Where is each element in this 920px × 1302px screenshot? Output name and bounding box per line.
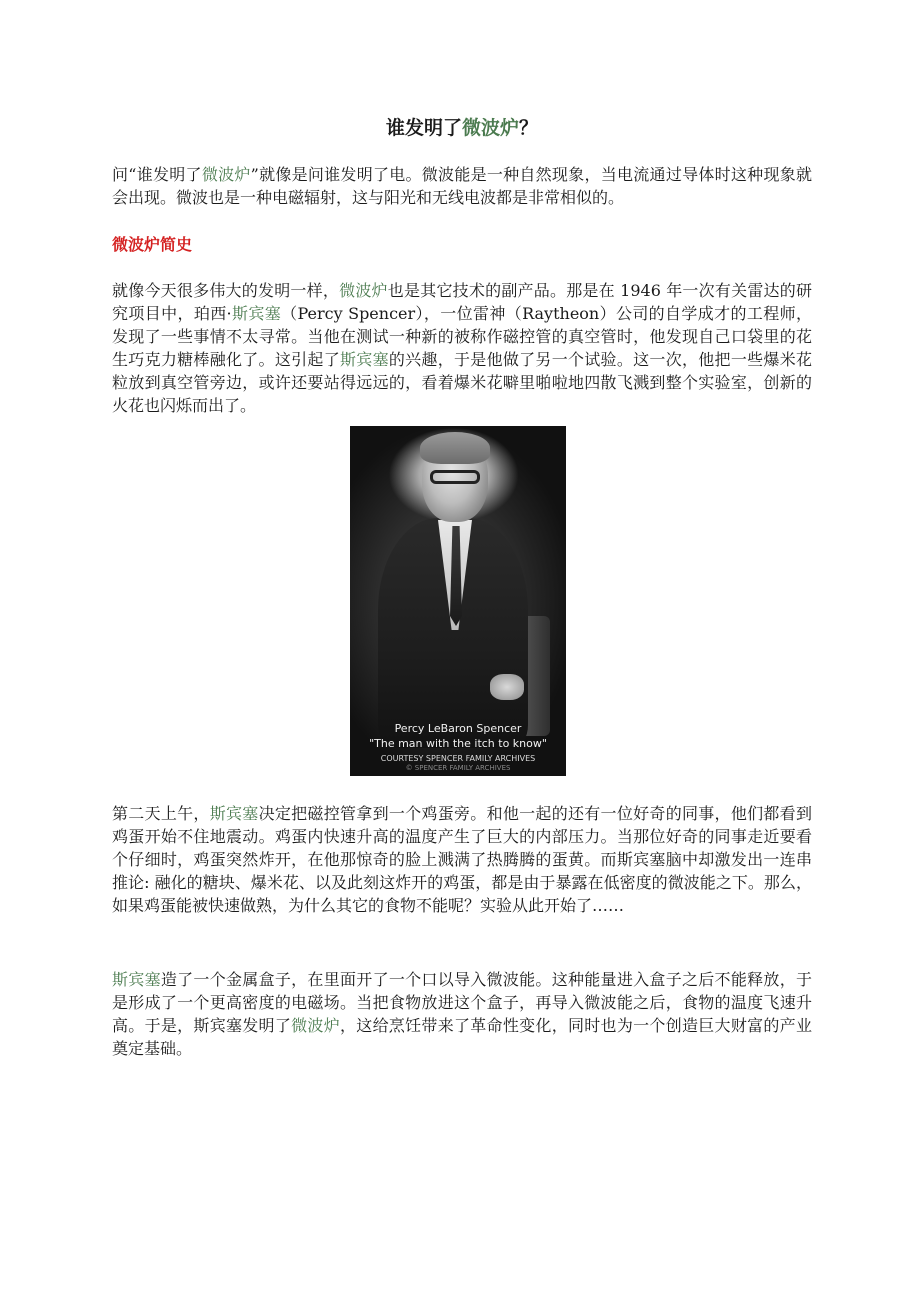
box-paragraph [112, 968, 812, 1060]
history-link-spencer-1[interactable]: 斯宾塞 [231, 304, 282, 323]
intro-text-2: ”就像是问谁发明了电。微波能是一种自然现象，当电流通过导体时这种现象就会出现。微波也是一种电磁辐射，这与阳光和无线电波都是非常相似的。 [112, 165, 812, 207]
photo-caption-name: Percy LeBaron Spencer [394, 722, 522, 735]
history-paragraph [112, 279, 812, 417]
egg-paragraph [112, 802, 812, 917]
photo-figure-hand [490, 674, 524, 700]
box-link-microwave[interactable]: 微波炉 [291, 1016, 340, 1035]
box-text-2: ，这给烹饪带来了革命性变化，同时也为一个创造巨大财富的产业奠定基础。 [112, 1016, 812, 1058]
photo-watermark: © SPENCER FAMILY ARCHIVES [405, 764, 511, 772]
intro-text-1: 问“谁发明了 [112, 165, 202, 184]
section-heading: 微波炉简史 [112, 235, 193, 254]
photo-caption-credit: COURTESY SPENCER FAMILY ARCHIVES [380, 754, 536, 763]
photo-caption-quote: "The man with the itch to know" [369, 737, 547, 750]
egg-text-1: 第二天上午， [112, 804, 210, 823]
spencer-portrait-photo [350, 426, 566, 776]
intro-paragraph [112, 163, 812, 209]
egg-text-2: 决定把磁控管拿到一个鸡蛋旁。和他一起的还有一位好奇的同事，他们都看到鸡蛋开始不住地震动。鸡蛋内快速升高的温度产生了巨大的内部压力。当那位好奇的同事走近要看个仔细时，鸡蛋突然炸开，在他那惊奇的脸上溅满了热腾腾的蛋黄。而斯宾塞脑中却激发出一连串推论: 融化的糖块、爆米花、以及此刻这炸开的鸡蛋，都是由于暴露在低密度的微波能之下。那么，如果鸡蛋能被快速做熟，为什么其它的食物不能呢？实验从此开始了…… [112, 804, 812, 915]
title-link-microwave[interactable]: 微波炉 [461, 117, 519, 139]
title-prefix: 谁发明了 [385, 117, 462, 139]
page-title [112, 114, 812, 142]
history-link-spencer-2[interactable]: 斯宾塞 [340, 350, 389, 369]
box-link-spencer[interactable]: 斯宾塞 [112, 970, 161, 989]
box-text-1: 造了一个金属盒子，在里面开了一个口以导入微波能。这种能量进入盒子之后不能释放，于是形成了一个更高密度的电磁场。当把食物放进这个盒子，再导入微波能之后，食物的温度飞速升高。于是，斯宾塞发明了 [112, 970, 812, 1035]
photo-figure-glasses [430, 470, 480, 484]
history-text-2: 也是其它技术的副产品。那是在 1946 年一次有关雷达的研究项目中，珀西· [112, 281, 812, 323]
egg-link-spencer[interactable]: 斯宾塞 [209, 804, 259, 823]
intro-link-microwave[interactable]: 微波炉 [201, 165, 251, 184]
photo-figure-hair [420, 432, 490, 464]
history-text-4: 的兴趣，于是他做了另一个试验。这一次，他把一些爆米花粒放到真空管旁边，或许还要站得远远的，看着爆米花噼里啪啦地四散飞溅到整个实验室，创新的火花也闪烁而出了。 [112, 350, 812, 415]
history-text-1: 就像今天很多伟大的发明一样， [112, 281, 340, 300]
history-link-microwave[interactable]: 微波炉 [339, 281, 388, 300]
title-suffix: ？ [519, 117, 539, 139]
history-text-3: （Percy Spencer），一位雷神（Raytheon）公司的自学成才的工程师，发现了一些事情不太寻常。当他在测试一种新的被称作磁控管的真空管时，他发现自己口袋里的花生巧克力糖棒融化了。这引起了 [112, 304, 812, 369]
